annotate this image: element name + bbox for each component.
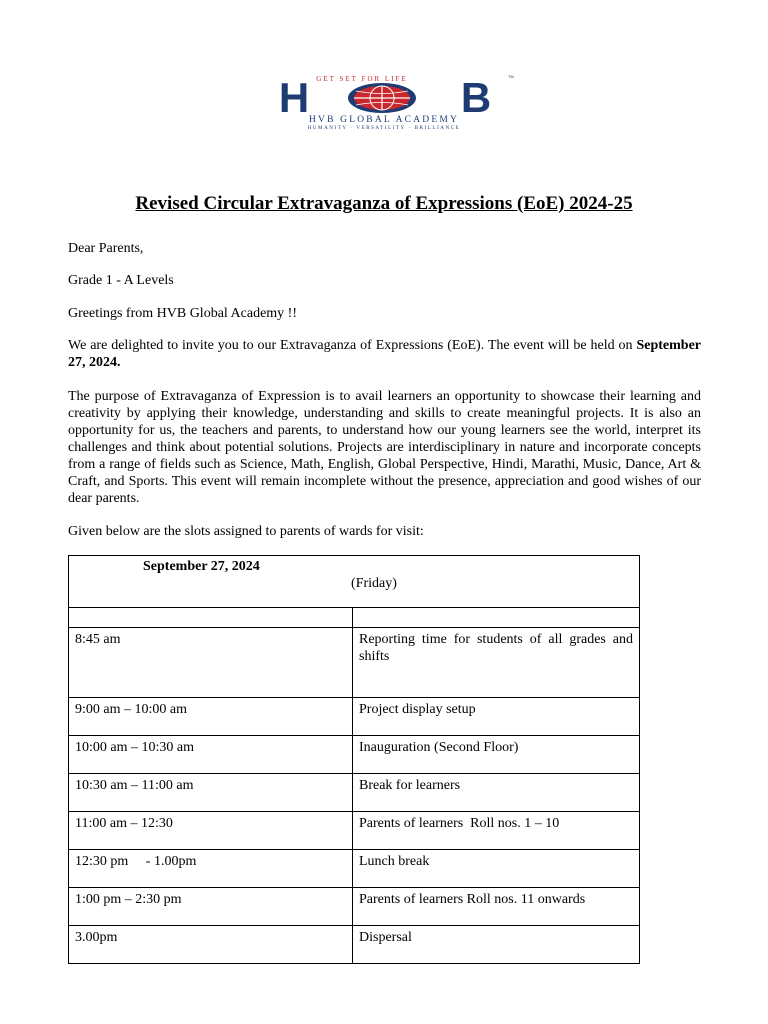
slot-time: 12:30 pm - 1.00pm: [69, 850, 353, 888]
table-row: [69, 628, 640, 698]
slot-time: 10:00 am – 10:30 am: [69, 736, 353, 774]
spacer-cell-left: [69, 608, 353, 628]
slot-time: 10:30 am – 11:00 am: [69, 774, 353, 812]
table-row: [69, 850, 640, 888]
slot-activity: Lunch break: [353, 850, 640, 888]
schedule-date: September 27, 2024: [143, 559, 260, 574]
invite-text: We are delighted to invite you to our Extravaganza of Expressions (EoE). The event will be held on: [68, 338, 637, 353]
table-row: [69, 812, 640, 850]
slot-activity: Reporting time for students of all grades and shifts: [353, 628, 640, 698]
table-row: [69, 926, 640, 964]
logo-letter-h: H: [278, 74, 310, 121]
schedule-header-cell: [69, 556, 640, 608]
school-logo: [250, 72, 520, 132]
slot-activity: Dispersal: [353, 926, 640, 964]
slot-time: 11:00 am – 12:30: [69, 812, 353, 850]
table-row: [69, 736, 640, 774]
logo-motto: HUMANITY · VERSATILITY · BRILLIANCE: [307, 126, 461, 131]
logo-graphic: [250, 72, 520, 132]
schedule-table: [68, 555, 640, 964]
slot-time: 9:00 am – 10:00 am: [69, 698, 353, 736]
slot-activity: Break for learners: [353, 774, 640, 812]
globe-icon: [348, 83, 416, 113]
slot-activity: Parents of learners Roll nos. 11 onwards: [353, 888, 640, 926]
circular-title: Revised Circular Extravaganza of Expressions (EoE) 2024-25: [135, 193, 633, 214]
grade-line: Grade 1 - A Levels: [68, 273, 174, 288]
slot-activity: Project display setup: [353, 698, 640, 736]
slot-time: 1:00 pm – 2:30 pm: [69, 888, 353, 926]
slot-activity: Inauguration (Second Floor): [353, 736, 640, 774]
spacer-cell-right: [353, 608, 640, 628]
slot-activity: Parents of learners Roll nos. 1 – 10: [353, 812, 640, 850]
slot-time: 3.00pm: [69, 926, 353, 964]
slots-intro: Given below are the slots assigned to parents of wards for visit:: [68, 524, 424, 539]
schedule-header-row: [69, 556, 640, 608]
slot-time: 8:45 am: [69, 628, 353, 698]
invite-paragraph: [68, 337, 701, 371]
salutation: Dear Parents,: [68, 241, 144, 256]
logo-name: HVB GLOBAL ACADEMY: [308, 115, 460, 125]
event-date: September 27, 2024.: [68, 338, 701, 370]
logo-letter-b: B: [460, 74, 492, 121]
schedule-spacer-row: [69, 608, 640, 628]
greeting-line: Greetings from HVB Global Academy !!: [68, 306, 297, 321]
logo-tm: TM: [508, 74, 514, 79]
logo-tagline: GET SET FOR LIFE: [316, 75, 408, 83]
schedule-day: (Friday): [351, 576, 397, 591]
purpose-paragraph: The purpose of Extravaganza of Expression is to avail learners an opportunity to showcase their learning and creativity by applying their knowledge, understanding and skills to create meaningful projects. It is also an opportunity for us, the teachers and parents, to understand how our young learners see the world, interpret its challenges and think about potential solutions. Projects are interdisciplinary in nature and incorporate concepts from a range of fields such as Science, Math, English, Global Perspective, Hindi, Marathi, Music, Dance, Art & Craft, and Sports. This event will remain incomplete without the presence, appreciation and good wishes of our dear parents.: [68, 389, 701, 506]
table-row: [69, 888, 640, 926]
table-row: [69, 698, 640, 736]
table-row: [69, 774, 640, 812]
